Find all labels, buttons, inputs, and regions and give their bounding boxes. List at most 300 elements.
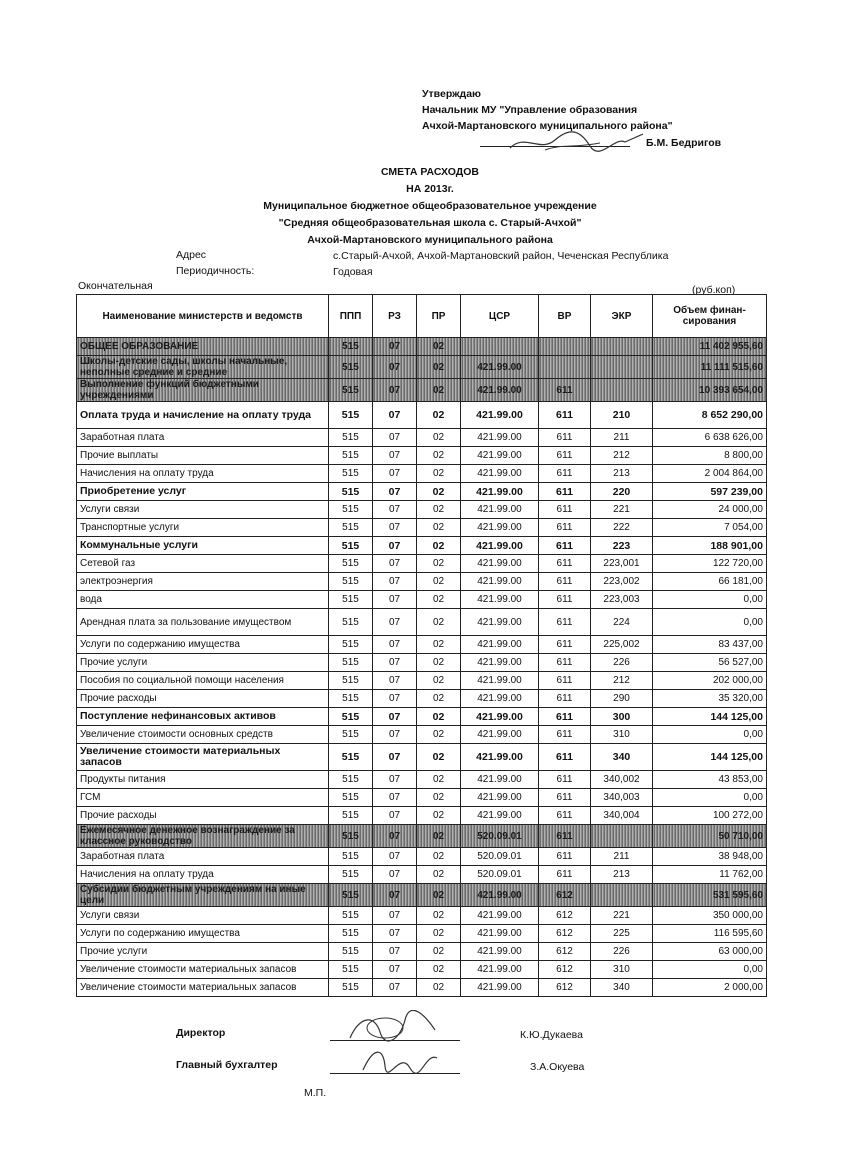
cell-ekr (591, 884, 653, 907)
cell-csr: 421.99.00 (461, 789, 539, 807)
cell-amount: 66 181,00 (653, 573, 767, 591)
cell-vr: 611 (539, 555, 591, 573)
cell-rz: 07 (373, 379, 417, 402)
cell-amount: 202 000,00 (653, 672, 767, 690)
cell-vr: 612 (539, 979, 591, 997)
cell-ppp: 515 (329, 636, 373, 654)
cell-csr: 421.99.00 (461, 379, 539, 402)
cell-name: Услуги по содержанию имущества (77, 925, 329, 943)
table-row (77, 379, 767, 402)
cell-pr: 02 (417, 672, 461, 690)
cell-vr: 612 (539, 961, 591, 979)
cell-name: Услуги связи (77, 501, 329, 519)
column-header: ЦСР (461, 295, 539, 338)
cell-csr: 520.09.01 (461, 866, 539, 884)
cell-rz: 07 (373, 744, 417, 771)
cell-amount: 7 054,00 (653, 519, 767, 537)
cell-csr: 421.99.00 (461, 519, 539, 537)
cell-rz: 07 (373, 825, 417, 848)
cell-ppp: 515 (329, 654, 373, 672)
director-name: К.Ю.Дукаева (520, 1029, 583, 1041)
stamp-label: М.П. (304, 1087, 327, 1099)
cell-vr: 611 (539, 501, 591, 519)
cell-amount: 116 595,60 (653, 925, 767, 943)
cell-ppp: 515 (329, 708, 373, 726)
approval-line-3: Ачхой-Мартановского муниципального района" (422, 120, 673, 132)
cell-ppp: 515 (329, 979, 373, 997)
cell-rz: 07 (373, 961, 417, 979)
cell-rz: 07 (373, 573, 417, 591)
cell-pr: 02 (417, 356, 461, 379)
column-header: ВР (539, 295, 591, 338)
cell-name: Коммунальные услуги (77, 537, 329, 555)
cell-rz: 07 (373, 807, 417, 825)
cell-name: вода (77, 591, 329, 609)
column-header: Объем финан-сирования (653, 295, 767, 338)
table-row (77, 483, 767, 501)
cell-pr: 02 (417, 338, 461, 356)
cell-rz: 07 (373, 609, 417, 636)
cell-rz: 07 (373, 866, 417, 884)
table-row (77, 943, 767, 961)
cell-ppp: 515 (329, 338, 373, 356)
cell-pr: 02 (417, 771, 461, 789)
table-row (77, 338, 767, 356)
cell-ekr: 310 (591, 726, 653, 744)
cell-csr: 421.99.00 (461, 726, 539, 744)
table-row (77, 866, 767, 884)
cell-rz: 07 (373, 447, 417, 465)
cell-pr: 02 (417, 907, 461, 925)
cell-rz: 07 (373, 429, 417, 447)
cell-vr: 611 (539, 609, 591, 636)
cell-rz: 07 (373, 943, 417, 961)
title-line-4: "Средняя общеобразовательная школа с. Старый-Ачхой" (278, 217, 582, 229)
table-row (77, 979, 767, 997)
cell-csr: 421.99.00 (461, 943, 539, 961)
cell-vr: 611 (539, 866, 591, 884)
approval-line-2: Начальник МУ "Управление образования (422, 104, 638, 116)
cell-amount: 100 272,00 (653, 807, 767, 825)
cell-pr: 02 (417, 537, 461, 555)
cell-ppp: 515 (329, 771, 373, 789)
cell-vr: 611 (539, 690, 591, 708)
cell-amount: 597 239,00 (653, 483, 767, 501)
cell-pr: 02 (417, 726, 461, 744)
cell-vr: 611 (539, 636, 591, 654)
column-header: РЗ (373, 295, 417, 338)
cell-name: Прочие услуги (77, 654, 329, 672)
cell-name: Школы-детские сады, школы начальные, неполные средние и средние (77, 356, 329, 379)
cell-ppp: 515 (329, 848, 373, 866)
cell-ekr: 340,002 (591, 771, 653, 789)
cell-name: Приобретение услуг (77, 483, 329, 501)
table-row (77, 961, 767, 979)
cell-csr: 421.99.00 (461, 708, 539, 726)
cell-amount: 188 901,00 (653, 537, 767, 555)
cell-pr: 02 (417, 690, 461, 708)
cell-pr: 02 (417, 609, 461, 636)
cell-rz: 07 (373, 708, 417, 726)
cell-vr: 611 (539, 771, 591, 789)
cell-name: Выполнение функций бюджетными учреждениями (77, 379, 329, 402)
cell-name: ГСМ (77, 789, 329, 807)
cell-vr: 611 (539, 402, 591, 429)
cell-ppp: 515 (329, 609, 373, 636)
cell-amount: 0,00 (653, 789, 767, 807)
cell-vr: 611 (539, 825, 591, 848)
cell-name: Увеличение стоимости основных средств (77, 726, 329, 744)
cell-vr: 611 (539, 573, 591, 591)
cell-ekr: 212 (591, 447, 653, 465)
cell-vr: 611 (539, 379, 591, 402)
cell-vr: 611 (539, 726, 591, 744)
cell-vr: 612 (539, 907, 591, 925)
table-row (77, 789, 767, 807)
cell-pr: 02 (417, 402, 461, 429)
cell-ekr: 300 (591, 708, 653, 726)
cell-amount: 35 320,00 (653, 690, 767, 708)
cell-pr: 02 (417, 379, 461, 402)
table-row (77, 591, 767, 609)
cell-name: Начисления на оплату труда (77, 866, 329, 884)
cell-amount: 0,00 (653, 726, 767, 744)
accountant-name: З.А.Окуева (530, 1061, 585, 1073)
cell-amount: 122 720,00 (653, 555, 767, 573)
cell-name: Увеличение стоимости материальных запасов (77, 979, 329, 997)
table-row (77, 771, 767, 789)
table-row (77, 573, 767, 591)
table-row (77, 690, 767, 708)
column-header: ППП (329, 295, 373, 338)
cell-ekr: 226 (591, 654, 653, 672)
cell-amount: 83 437,00 (653, 636, 767, 654)
cell-csr: 421.99.00 (461, 573, 539, 591)
cell-amount: 50 710,00 (653, 825, 767, 848)
cell-vr: 611 (539, 465, 591, 483)
cell-ppp: 515 (329, 744, 373, 771)
cell-csr: 421.99.00 (461, 501, 539, 519)
cell-name: Прочие расходы (77, 807, 329, 825)
cell-vr: 611 (539, 447, 591, 465)
cell-csr: 421.99.00 (461, 555, 539, 573)
cell-csr: 421.99.00 (461, 744, 539, 771)
cell-name: Заработная плата (77, 429, 329, 447)
cell-vr: 611 (539, 807, 591, 825)
cell-ekr: 340,004 (591, 807, 653, 825)
table-row (77, 519, 767, 537)
cell-name: Начисления на оплату труда (77, 465, 329, 483)
cell-name: Поступление нефинансовых активов (77, 708, 329, 726)
cell-pr: 02 (417, 961, 461, 979)
table-row (77, 884, 767, 907)
accountant-signature-icon (355, 1040, 445, 1076)
table-row (77, 402, 767, 429)
cell-vr: 611 (539, 744, 591, 771)
cell-vr (539, 338, 591, 356)
cell-name: электроэнергия (77, 573, 329, 591)
cell-amount: 6 638 626,00 (653, 429, 767, 447)
cell-rz: 07 (373, 483, 417, 501)
cell-ppp: 515 (329, 465, 373, 483)
cell-pr: 02 (417, 789, 461, 807)
cell-amount: 24 000,00 (653, 501, 767, 519)
table-row (77, 501, 767, 519)
cell-csr: 421.99.00 (461, 884, 539, 907)
cell-ekr: 290 (591, 690, 653, 708)
cell-ppp: 515 (329, 943, 373, 961)
head-signature-icon (505, 128, 655, 156)
cell-ekr: 223,002 (591, 573, 653, 591)
cell-pr: 02 (417, 519, 461, 537)
title-line-3: Муниципальное бюджетное общеобразовательное учреждение (263, 200, 597, 212)
cell-vr: 611 (539, 654, 591, 672)
cell-ekr: 223,003 (591, 591, 653, 609)
cell-ppp: 515 (329, 825, 373, 848)
cell-amount: 11 762,00 (653, 866, 767, 884)
cell-amount: 350 000,00 (653, 907, 767, 925)
table-body (77, 338, 767, 997)
cell-vr: 611 (539, 789, 591, 807)
cell-csr: 421.99.00 (461, 654, 539, 672)
cell-ppp: 515 (329, 807, 373, 825)
table-row (77, 429, 767, 447)
cell-amount: 144 125,00 (653, 744, 767, 771)
document-title (230, 164, 630, 249)
table-row (77, 609, 767, 636)
cell-amount: 0,00 (653, 591, 767, 609)
cell-amount: 11 111 515,60 (653, 356, 767, 379)
cell-rz: 07 (373, 884, 417, 907)
cell-ekr: 223 (591, 537, 653, 555)
cell-rz: 07 (373, 356, 417, 379)
cell-ppp: 515 (329, 573, 373, 591)
cell-csr: 421.99.00 (461, 591, 539, 609)
cell-rz: 07 (373, 726, 417, 744)
cell-csr: 421.99.00 (461, 537, 539, 555)
table-row (77, 825, 767, 848)
final-label: Окончательная (78, 280, 153, 292)
table-row (77, 672, 767, 690)
cell-csr: 421.99.00 (461, 690, 539, 708)
cell-name: Услуги связи (77, 907, 329, 925)
cell-ppp: 515 (329, 429, 373, 447)
cell-ekr: 340,003 (591, 789, 653, 807)
cell-rz: 07 (373, 654, 417, 672)
head-name: Б.М. Бедригов (646, 137, 722, 149)
cell-name: Прочие выплаты (77, 447, 329, 465)
cell-ekr (591, 379, 653, 402)
accountant-label: Главный бухгалтер (176, 1059, 278, 1071)
cell-rz: 07 (373, 672, 417, 690)
cell-ekr: 212 (591, 672, 653, 690)
cell-ppp: 515 (329, 447, 373, 465)
cell-pr: 02 (417, 943, 461, 961)
table-row (77, 726, 767, 744)
cell-name: Заработная плата (77, 848, 329, 866)
cell-pr: 02 (417, 483, 461, 501)
cell-csr: 421.99.00 (461, 447, 539, 465)
cell-name: Услуги по содержанию имущества (77, 636, 329, 654)
cell-vr: 611 (539, 429, 591, 447)
cell-pr: 02 (417, 925, 461, 943)
cell-ekr: 340 (591, 744, 653, 771)
cell-amount: 0,00 (653, 961, 767, 979)
cell-csr: 421.99.00 (461, 402, 539, 429)
approval-line-1: Утверждаю (422, 88, 482, 100)
cell-csr: 421.99.00 (461, 961, 539, 979)
cell-amount: 531 595,60 (653, 884, 767, 907)
cell-vr (539, 356, 591, 379)
cell-csr: 421.99.00 (461, 609, 539, 636)
table-row (77, 654, 767, 672)
table-row (77, 356, 767, 379)
cell-csr: 421.99.00 (461, 979, 539, 997)
cell-rz: 07 (373, 519, 417, 537)
cell-csr: 421.99.00 (461, 429, 539, 447)
table-row (77, 848, 767, 866)
cell-name: Прочие расходы (77, 690, 329, 708)
cell-ppp: 515 (329, 402, 373, 429)
cell-ppp: 515 (329, 519, 373, 537)
cell-amount: 8 652 290,00 (653, 402, 767, 429)
cell-amount: 43 853,00 (653, 771, 767, 789)
cell-ekr: 221 (591, 907, 653, 925)
cell-ekr: 310 (591, 961, 653, 979)
cell-vr: 611 (539, 672, 591, 690)
cell-vr: 612 (539, 943, 591, 961)
cell-ekr: 225 (591, 925, 653, 943)
cell-pr: 02 (417, 591, 461, 609)
cell-ekr (591, 356, 653, 379)
table-row (77, 807, 767, 825)
cell-amount: 63 000,00 (653, 943, 767, 961)
cell-ppp: 515 (329, 961, 373, 979)
cell-name: Транспортные услуги (77, 519, 329, 537)
cell-vr: 611 (539, 537, 591, 555)
cell-rz: 07 (373, 789, 417, 807)
cell-rz: 07 (373, 979, 417, 997)
cell-name: Оплата труда и начисление на оплату труда (77, 402, 329, 429)
cell-amount: 144 125,00 (653, 708, 767, 726)
cell-csr (461, 338, 539, 356)
column-header: Наименование министерств и ведомств (77, 295, 329, 338)
cell-name: Ежемесячное денежное вознаграждение за классное руководство (77, 825, 329, 848)
cell-rz: 07 (373, 465, 417, 483)
director-label: Директор (176, 1027, 226, 1039)
cell-csr: 520.09.01 (461, 825, 539, 848)
cell-name: Увеличение стоимости материальных запасов (77, 961, 329, 979)
cell-csr: 421.99.00 (461, 483, 539, 501)
cell-pr: 02 (417, 501, 461, 519)
cell-ppp: 515 (329, 591, 373, 609)
cell-pr: 02 (417, 848, 461, 866)
cell-name: ОБЩЕЕ ОБРАЗОВАНИЕ (77, 338, 329, 356)
cell-ppp: 515 (329, 925, 373, 943)
table-row (77, 555, 767, 573)
table-row (77, 447, 767, 465)
cell-amount: 2 004 864,00 (653, 465, 767, 483)
cell-ekr: 226 (591, 943, 653, 961)
table-row (77, 907, 767, 925)
cell-ppp: 515 (329, 379, 373, 402)
cell-vr: 611 (539, 708, 591, 726)
cell-amount: 56 527,00 (653, 654, 767, 672)
cell-csr: 421.99.00 (461, 907, 539, 925)
table-row (77, 708, 767, 726)
cell-ekr: 224 (591, 609, 653, 636)
cell-pr: 02 (417, 429, 461, 447)
cell-ekr: 220 (591, 483, 653, 501)
period-label: Периодичность: (176, 265, 255, 277)
title-line-2: НА 2013г. (406, 183, 454, 195)
cell-rz: 07 (373, 591, 417, 609)
cell-amount: 2 000,00 (653, 979, 767, 997)
cell-rz: 07 (373, 338, 417, 356)
title-line-5: Ачхой-Мартановского муниципального района (307, 234, 553, 246)
column-header: ЭКР (591, 295, 653, 338)
approval-block (422, 86, 673, 134)
cell-ppp: 515 (329, 690, 373, 708)
cell-rz: 07 (373, 907, 417, 925)
cell-ekr: 213 (591, 866, 653, 884)
cell-rz: 07 (373, 537, 417, 555)
cell-csr: 421.99.00 (461, 807, 539, 825)
cell-pr: 02 (417, 636, 461, 654)
cell-pr: 02 (417, 979, 461, 997)
cell-ekr: 340 (591, 979, 653, 997)
cell-ppp: 515 (329, 501, 373, 519)
cell-pr: 02 (417, 708, 461, 726)
cell-amount: 0,00 (653, 609, 767, 636)
table-row (77, 744, 767, 771)
cell-name: Арендная плата за пользование имуществом (77, 609, 329, 636)
table-row (77, 636, 767, 654)
cell-ppp: 515 (329, 356, 373, 379)
cell-pr: 02 (417, 807, 461, 825)
cell-rz: 07 (373, 501, 417, 519)
cell-ppp: 515 (329, 537, 373, 555)
cell-rz: 07 (373, 636, 417, 654)
table-row (77, 465, 767, 483)
cell-ekr: 222 (591, 519, 653, 537)
title-line-1: СМЕТА РАСХОДОВ (380, 166, 480, 178)
cell-amount: 8 800,00 (653, 447, 767, 465)
cell-csr: 520.09.01 (461, 848, 539, 866)
cell-name: Сетевой газ (77, 555, 329, 573)
cell-pr: 02 (417, 465, 461, 483)
cell-csr: 421.99.00 (461, 771, 539, 789)
cell-ppp: 515 (329, 483, 373, 501)
cell-rz: 07 (373, 555, 417, 573)
cell-pr: 02 (417, 447, 461, 465)
cell-vr: 612 (539, 925, 591, 943)
cell-amount: 38 948,00 (653, 848, 767, 866)
cell-pr: 02 (417, 825, 461, 848)
cell-ppp: 515 (329, 555, 373, 573)
table-header-row (77, 295, 767, 338)
cell-name: Прочие услуги (77, 943, 329, 961)
cell-name: Продукты питания (77, 771, 329, 789)
cell-ekr: 213 (591, 465, 653, 483)
cell-ppp: 515 (329, 884, 373, 907)
cell-rz: 07 (373, 402, 417, 429)
cell-rz: 07 (373, 690, 417, 708)
cell-ekr (591, 825, 653, 848)
cell-ekr: 225,002 (591, 636, 653, 654)
cell-ekr: 221 (591, 501, 653, 519)
cell-vr: 611 (539, 591, 591, 609)
